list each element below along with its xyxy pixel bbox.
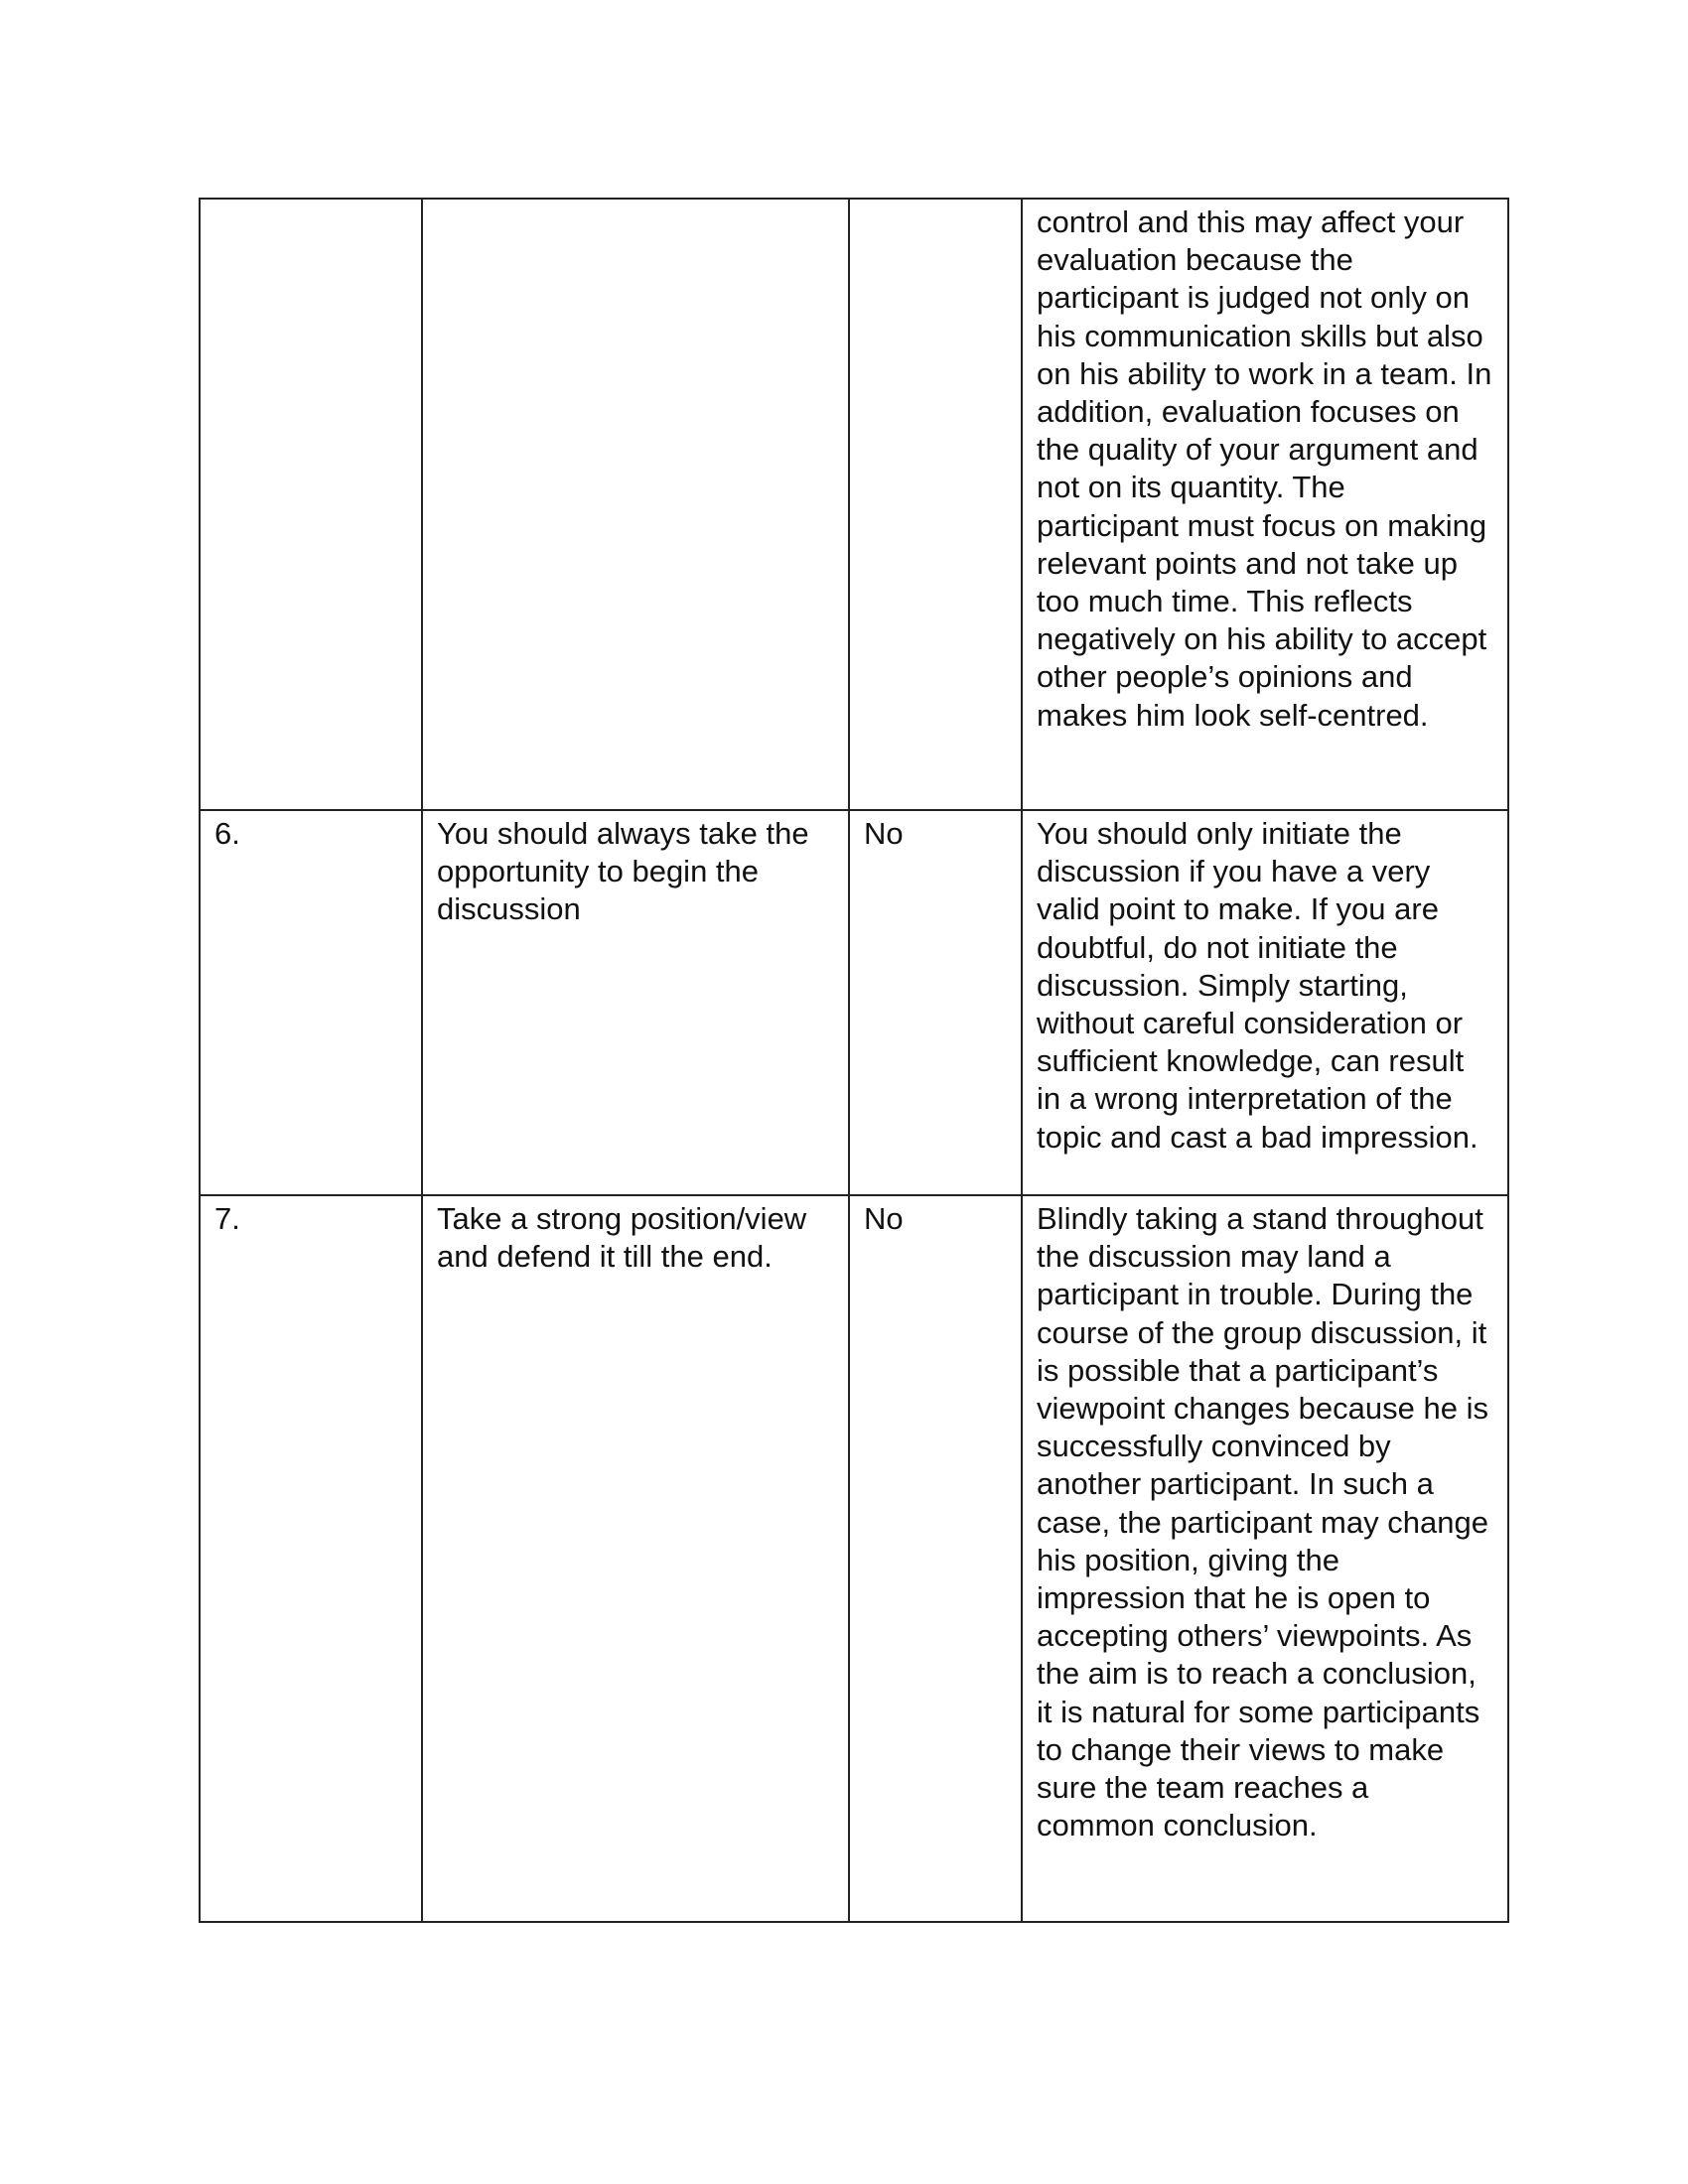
answer-text: No — [864, 816, 904, 851]
explanation-cell — [1022, 199, 1508, 810]
statement-text: You should always take the opportunity to begin the discussion — [437, 816, 809, 927]
explanation-text: control and this may affect your evaluation because the participant is judged not only on his communication skills but also on his ability to work in a team. In addition, evaluation focuses on the quality of your argument and not on its quantity. The participant must focus on making relevant points and not take up too much time. This reflects negatively on his ability to accept other people’s opinions and makes him look self-centred. — [1037, 205, 1492, 733]
answer-cell — [849, 1195, 1022, 1922]
explanation-cell — [1022, 810, 1508, 1195]
answer-text: No — [864, 1201, 904, 1236]
row-number-cell — [200, 810, 422, 1195]
explanation-text: Blindly taking a stand throughout the discussion may land a participant in trouble. During the course of the group discussion, it is possible that a participant’s viewpoint changes because he is successfully convinced by another participant. In such a case, the participant may change his position, giving the impression that he is open to accepting others’ viewpoints. As the aim is to reach a conclusion, it is natural for some participants to change their views to make sure the team reaches a common conclusion. — [1037, 1201, 1488, 1843]
table-row — [200, 1195, 1508, 1922]
row-number: 7. — [214, 1201, 240, 1236]
statement-cell — [422, 810, 849, 1195]
statement-cell — [422, 1195, 849, 1922]
statement-text: Take a strong position/view and defend it till the end. — [437, 1201, 807, 1275]
answer-cell — [849, 810, 1022, 1195]
row-number-cell — [200, 1195, 422, 1922]
statement-cell — [422, 199, 849, 810]
explanation-text: You should only initiate the discussion if you have a very valid point to make. If you are doubtful, do not initiate the discussion. Simply starting, without careful consideration or sufficient knowledge, can result in a wrong interpretation of the topic and cast a bad impression. — [1037, 816, 1478, 1155]
answer-cell — [849, 199, 1022, 810]
table-row — [200, 810, 1508, 1195]
table-row — [200, 199, 1508, 810]
row-number-cell — [200, 199, 422, 810]
explanation-cell — [1022, 1195, 1508, 1922]
statements-table — [199, 198, 1509, 1923]
row-number: 6. — [214, 816, 240, 851]
